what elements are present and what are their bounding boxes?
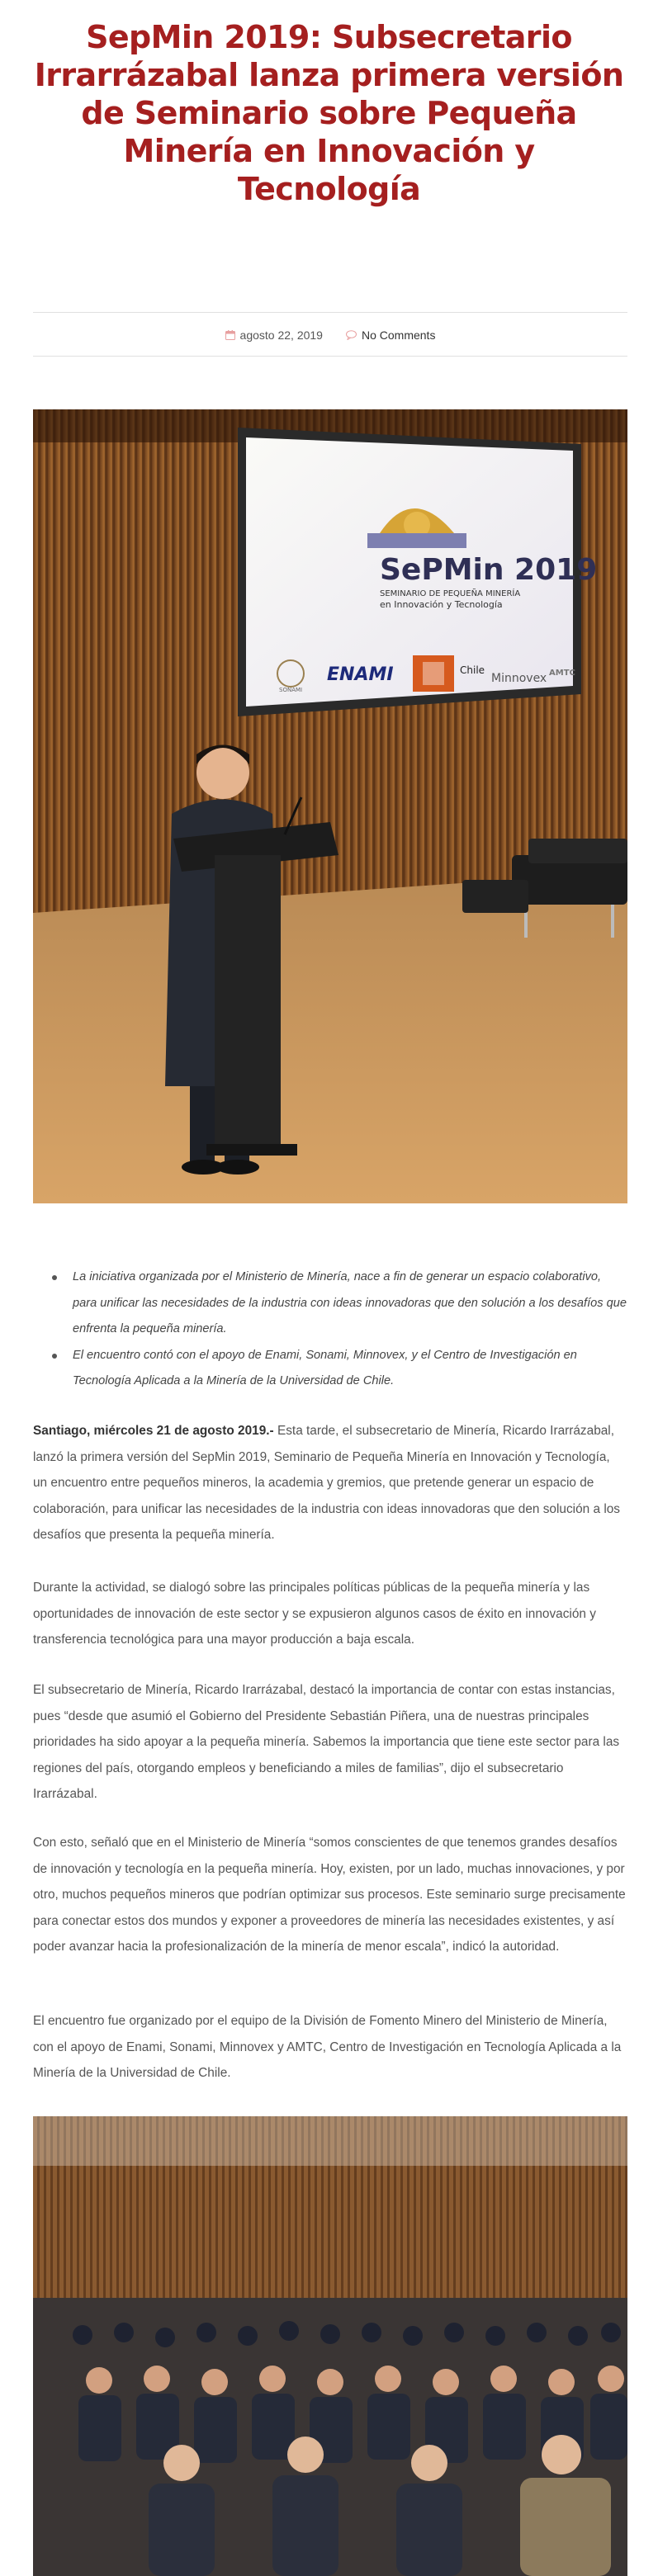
- logo-sonami: SONAMI: [279, 687, 303, 693]
- list-item: El encuentro contó con el apoyo de Enami, Sonami, Minnovex, y el Centro de Investigación en Tecnología Aplicada a la Minería de la Universidad de Chile.: [33, 1343, 627, 1395]
- speaker-photo: [33, 409, 627, 1203]
- logo-chile: Chile: [460, 664, 485, 676]
- logo-enami: ENAMI: [327, 664, 394, 685]
- logo-minnovex: Minnovex: [491, 672, 547, 685]
- paragraph-1: [33, 1418, 627, 1548]
- meta-comments[interactable]: [346, 328, 435, 342]
- logo-amtc: AMTC: [549, 669, 575, 678]
- comments-link[interactable]: No Comments: [361, 328, 436, 342]
- meta-divider-top: [33, 312, 627, 313]
- meta-divider-bottom: [33, 356, 627, 357]
- highlights-list: [33, 1264, 627, 1395]
- paragraph-1-text: Esta tarde, el subsecretario de Minería, Ricardo Irarrázabal, lanzó la primera versión del SepMin 2019, Seminario de Pequeña Minería en Innovación y Tecnología, un encuentro entre pequeños mineros, la academia y gremios, que pretende generar un espacio de colaboración, para unificar las necesidades de la industria con ideas innovadoras que den solución a los desafíos que presenta la pequeña minería.: [33, 1424, 620, 1542]
- audience-photo: [33, 2116, 627, 2576]
- paragraph-3: El subsecretario de Minería, Ricardo Irarrázabal, destacó la importancia de contar con estas instancias, pues “desde que asumió el Gobierno del Presidente Sebastián Piñera, una de nuestras principales prioridades ha sido apoyar a la pequeña minería. Sabemos la importancia que tiene este sector para las regiones del país, otorgando empleos y beneficiando a miles de familias”, dijo el subsecretario Irarrázabal.: [33, 1683, 620, 1801]
- article-meta: [33, 323, 627, 347]
- meta-date: [225, 328, 323, 342]
- screen-subtitle-2: en Innovación y Tecnología: [380, 599, 503, 610]
- calendar-icon: [225, 330, 235, 340]
- screen-subtitle-1: SEMINARIO DE PEQUEÑA MINERÍA: [380, 589, 521, 598]
- comment-icon: [346, 330, 357, 340]
- dateline: Santiago, miércoles 21 de agosto 2019.-: [33, 1424, 274, 1438]
- paragraph-5: El encuentro fue organizado por el equipo de la División de Fomento Minero del Ministerio de Minería, con el apoyo de Enami, Sonami, Minnovex y AMTC, Centro de Investigación en Tecnología Aplicada a la Minería de la Universidad de Chile.: [33, 2014, 622, 2080]
- paragraph-4: Con esto, señaló que en el Ministerio de Minería “somos conscientes de que tenemos grandes desafíos de innovación y tecnología en la pequeña minería. Hoy, existen, por un lado, muchas innovaciones, y por otro, muchos pequeños mineros que podrían optimizar sus procesos. Este seminario surge precisamente para conectar estos dos mundos y exponer a proveedores de minería las necesidades existentes, y así poder avanzar hacia la profesionalización de la minería de menor escala”, indicó la autoridad.: [33, 1836, 626, 1954]
- paragraph-2: Durante la actividad, se dialogó sobre las principales políticas públicas de la pequeña minería y las oportunidades de innovación de este sector y se expusieron algunos casos de éxito en innovación y transferencia tecnológica para una mayor producción a baja escala.: [33, 1581, 596, 1647]
- article-title: SepMin 2019: Subsecretario Irrarrázabal lanza primera versión de Seminario sobre Pequeña Minería en Innovación y Tecnología: [34, 19, 624, 207]
- list-item: La iniciativa organizada por el Ministerio de Minería, nace a fin de generar un espacio colaborativo, para unificar las necesidades de la industria con ideas innovadoras que den solución a los desafíos que enfrenta la pequeña minería.: [33, 1264, 627, 1343]
- screen-title: SePMin 2019: [380, 553, 598, 587]
- date-text: agosto 22, 2019: [239, 328, 323, 342]
